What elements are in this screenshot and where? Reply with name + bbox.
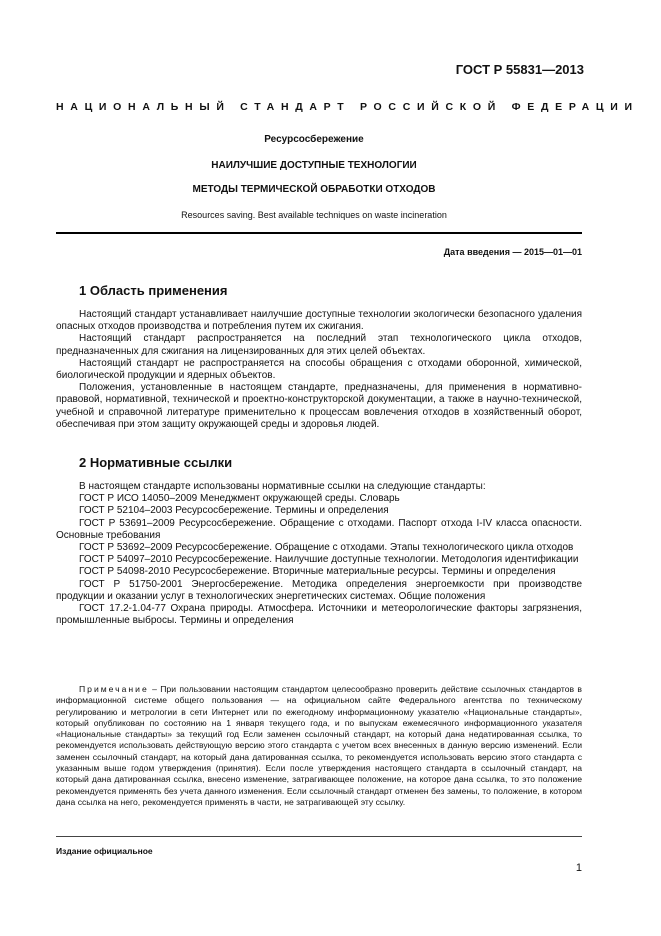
section-1-paragraph: Настоящий стандарт устанавливает наилучшие доступные технологии экологически безопасного удаления опасных отходов производства и потребления путем их сжигания. [56, 309, 582, 333]
section-1-heading: 1 Область применения [79, 283, 228, 298]
reference-item: ГОСТ Р 54098-2010 Ресурсосбережение. Вторичные материальные ресурсы. Термины и определения [79, 566, 556, 578]
note-paragraph [56, 684, 582, 808]
edition-label: Издание официальное [56, 846, 153, 856]
reference-item: ГОСТ Р 52104–2003 Ресурсосбережение. Термины и определения [79, 505, 389, 517]
section-1-paragraph: Положения, установленные в настоящем стандарте, предназначены, для применения в нормативно-правовой, нормативной, технической и проектно-конструкторской документации, а также в научно-технической, учебной и справочной литературе применительно к процессам вовлечения отходов в хозяйственный оборот, обеспечивая при этом защиту окружающей среды и здоровья людей. [56, 382, 582, 430]
footer-divider [56, 836, 582, 837]
national-standard-banner: НАЦИОНАЛЬНЫЙ СТАНДАРТ РОССИЙСКОЙ ФЕДЕРАЦИИ [56, 101, 639, 113]
section-2-paragraph: В настоящем стандарте использованы нормативные ссылки на следующие стандарты: [79, 481, 486, 492]
reference-item: ГОСТ 17.2-1.04-77 Охрана природы. Атмосфера. Источники и метеорологические факторы загрязнения, промышленные выбросы. Термины и определения [56, 603, 582, 627]
section-2-heading: 2 Нормативные ссылки [79, 455, 233, 470]
note-text: – При пользовании настоящим стандартом целесообразно проверить действие ссылочных стандартов в информационной системе общего пользования — на официальном сайте Федерального агентства по техническому регулированию и метрологии в сети Интернет или по ежегодному информационному указателю «Национальные стандарты», который опубликован по состоянию на 1 января текущего года, и по выпускам ежемесячного информационного указателя «Национальные стандарты» за текущий год Если заменен ссылочный стандарт, на который дана недатированная ссылка, то рекомендуется использовать действующую версию этого стандарта с учетом всех внесенных в данную версию изменений. Если заменен ссылочный стандарт, на который дана датированная ссылка, то рекомендуется использовать версию этого стандарта с указанным выше годом утверждения (принятия). Если после утверждения настоящего стандарта в ссылочный стандарт, на который дана датированная ссылка, внесено изменение, затрагивающее положение, на которое дана ссылка, то это положение рекомендуется применять без учета данного изменения. Если ссылочный стандарт отменен без замены, то положение, в котором дана ссылка на него, рекомендуется применять в части, не затрагивающей эту ссылку. [56, 684, 582, 807]
title-english: Resources saving. Best available techniques on waste incineration [181, 210, 447, 220]
reference-item: ГОСТ Р 53692–2009 Ресурсосбережение. Обращение с отходами. Этапы технологического цикла отходов [79, 542, 574, 554]
page-number: 1 [575, 862, 582, 874]
section-1-paragraph: Настоящий стандарт не распространяется на способы обращения с отходами оборонной, химической, биологической продукции и ядерных объектов. [56, 357, 582, 382]
section-2-body [56, 481, 582, 627]
document-code: ГОСТ Р 55831—2013 [455, 62, 584, 77]
introduction-date: Дата введения — 2015—01—01 [443, 247, 582, 257]
title-divider [56, 232, 582, 234]
reference-item: ГОСТ Р 51750-2001 Энергосбережение. Методика определения энергоемкости при производстве продукции и оказании услуг в технологических энергетических системах. Общие положения [56, 578, 582, 602]
reference-item: ГОСТ Р ИСО 14050–2009 Менеджмент окружающей среды. Словарь [79, 493, 400, 505]
reference-item: ГОСТ Р 53691–2009 Ресурсосбережение. Обращение с отходами. Паспорт отхода I-IV класса опасности. Основные требования [56, 517, 582, 541]
section-1-paragraph: Настоящий стандарт распространяется на последний этап технологического цикла отходов, предназначенных для сжигания на лицензированных для этих целей объектах. [56, 333, 582, 357]
title-line-1: Ресурсосбережение [264, 134, 364, 145]
note-label: Примечание [79, 684, 149, 694]
reference-item: ГОСТ Р 54097–2010 Ресурсосбережение. Наилучшие доступные технологии. Методология идентификации [79, 554, 579, 566]
note-block [56, 684, 582, 808]
title-line-3: МЕТОДЫ ТЕРМИЧЕСКОЙ ОБРАБОТКИ ОТХОДОВ [192, 184, 436, 195]
section-1-body [56, 309, 582, 431]
title-line-2: НАИЛУЧШИЕ ДОСТУПНЫЕ ТЕХНОЛОГИИ [211, 160, 417, 171]
